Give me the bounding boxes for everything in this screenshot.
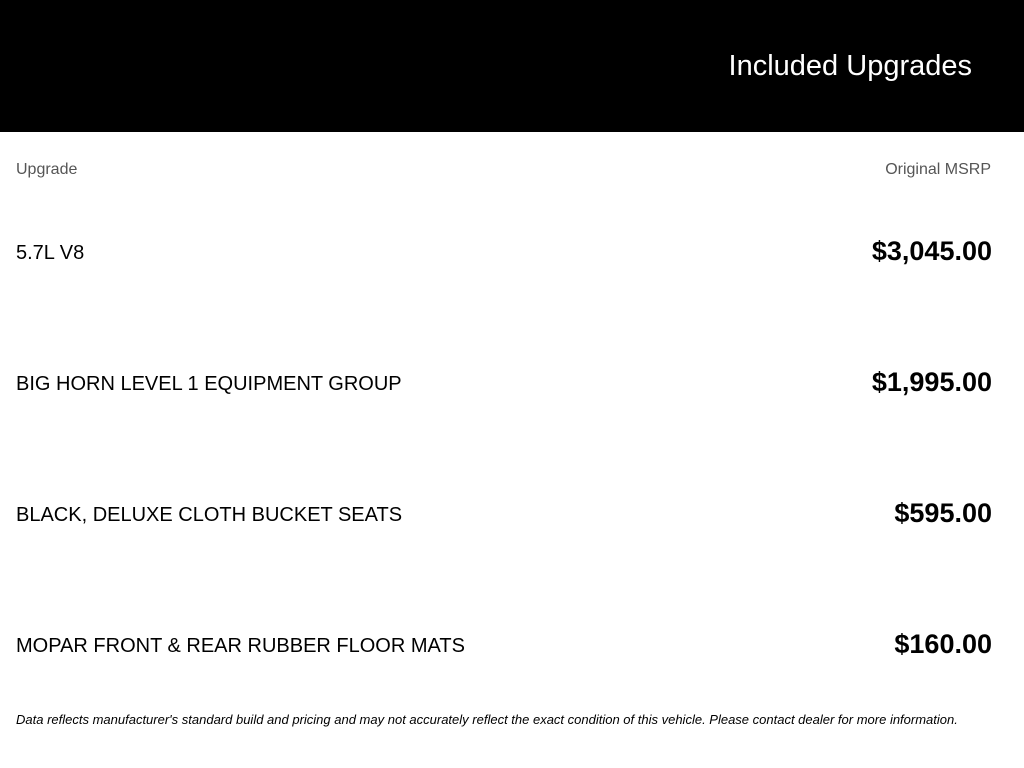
upgrade-row: [0, 362, 1024, 402]
upgrade-name: BIG HORN LEVEL 1 EQUIPMENT GROUP: [16, 373, 402, 395]
disclaimer-text: Data reflects manufacturer's standard build and pricing and may not accurately reflect the exact condition of this vehicle. Please contact dealer for more information.: [16, 712, 958, 727]
upgrade-row: [0, 231, 1024, 271]
upgrade-price: $3,045.00: [871, 236, 992, 266]
page-title: Included Upgrades: [728, 50, 972, 82]
upgrade-name: BLACK, DELUXE CLOTH BUCKET SEATS: [16, 504, 403, 526]
column-header-upgrade: Upgrade: [16, 161, 78, 178]
upgrade-row: [0, 624, 1024, 664]
upgrade-price: $1,995.00: [871, 367, 992, 397]
upgrade-price: $595.00: [894, 498, 992, 528]
header-banner: [0, 0, 1024, 132]
column-header-msrp: Original MSRP: [885, 161, 991, 178]
upgrade-name: 5.7L V8: [16, 242, 85, 264]
upgrade-row: [0, 493, 1024, 533]
upgrade-name: MOPAR FRONT & REAR RUBBER FLOOR MATS: [16, 635, 465, 657]
upgrade-price: $160.00: [894, 629, 992, 659]
